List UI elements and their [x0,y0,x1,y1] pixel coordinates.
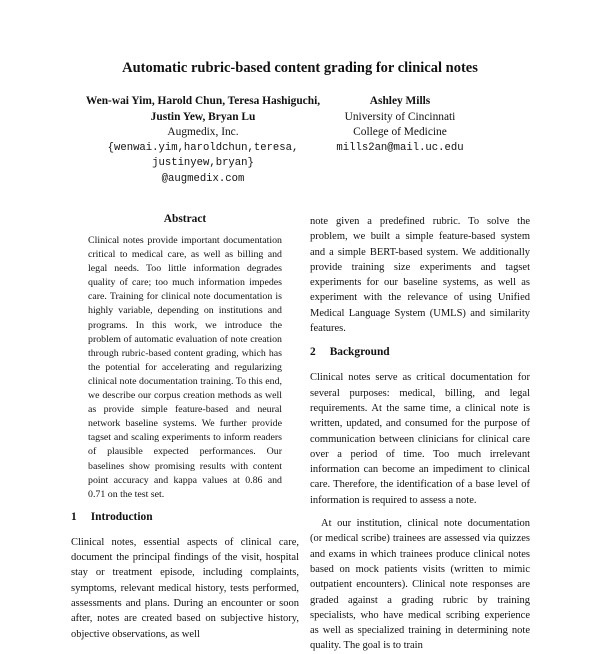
abstract-text: Clinical notes provide important documentation critical to medical care, as well as billing and legal needs. Too little information degrades quality of care; too much information impedes care. Training for clinical note documentation is highly variable, depending on institutions and programs. In this work, we introduce the problem of automatic evaluation of note creation through rubric-based content grading, which has the potential for accelerating and regularizing clinical note documentation training. To this end, we describe our corpus creation methods as well as provide simple feature-based and neural network baseline systems. We further provide tagset and scaling experiments to inform readers of plausible expected performances. Our baselines show promising results with content point accuracy and kappa values at 0.86 and 0.71 on the test set. [88,235,282,500]
section-title: Introduction [90,510,153,523]
right-column [310,214,530,654]
author-email-line-2: justinyew,bryan} [152,157,254,169]
author-block-augmedix [74,94,332,187]
abstract-heading: Abstract [163,213,207,225]
author-email-line-1: {wenwai.yim,haroldchun,teresa, [107,141,299,154]
author-affiliation-line-1: University of Cincinnati [344,110,456,123]
author-affiliation-line-2: College of Medicine [353,126,447,138]
section-heading-introduction [71,509,299,525]
author-name: Ashley Mills [369,95,431,107]
author-affiliation: Augmedix, Inc. [167,126,239,138]
author-block-cincinnati [320,94,480,156]
author-email-line-3: @augmedix.com [161,172,245,185]
author-names-line-1: Wen-wai Yim, Harold Chun, Teresa Hashiguchi, [85,95,321,107]
left-column [71,212,299,642]
introduction-continued-paragraph: note given a predefined rubric. To solve the problem, we built a simple feature-based system and a simple BERT-based system. We additionally provide training size experiments and tagset experiments for our baseline systems, as well as experiment with the relevance of using Unified Medical Language System (UMLS) and similarity features. [310,216,530,335]
section-heading-background [310,344,530,360]
section-number: 1 [71,510,77,523]
background-paragraph-1: Clinical notes serve as critical documentation for several purposes: medical, billing, and legal requirements. At the same time, a clinical note is written, updated, and consumed for the purpose of communication between clinicians for clinical care over a period of time. Too much irrelevant information can become an impediment to clinical care. Therefore, the identification of a base level of information is required to assess a note. [310,372,530,506]
introduction-paragraph: Clinical notes, essential aspects of clinical care, document the principal findings of the visit, hospital stay or treatment episode, including complaints, symptoms, relevant medical history, tests performed, assessments and plans. During an encounter or soon after, notes are created based on subjective history, objective observations, as well [71,536,299,640]
author-names-line-2: Justin Yew, Bryan Lu [150,110,256,123]
section-number: 2 [310,346,316,359]
section-title: Background [329,346,390,359]
author-email: mills2an@mail.uc.edu [336,141,464,154]
background-paragraph-2: At our institution, clinical note documentation (or medical scribe) trainees are assessed via quizzes and exams in which trainees produce clinical notes based on mock patients visits (written to mimic outpatient encounters). Clinical note responses are graded against a grading rubric by training specialists, who have medical scribing experience as well as specialized training in determining note quality. The goal is to train [310,518,530,652]
paper-title: Automatic rubric-based content grading for clinical notes [122,60,478,76]
